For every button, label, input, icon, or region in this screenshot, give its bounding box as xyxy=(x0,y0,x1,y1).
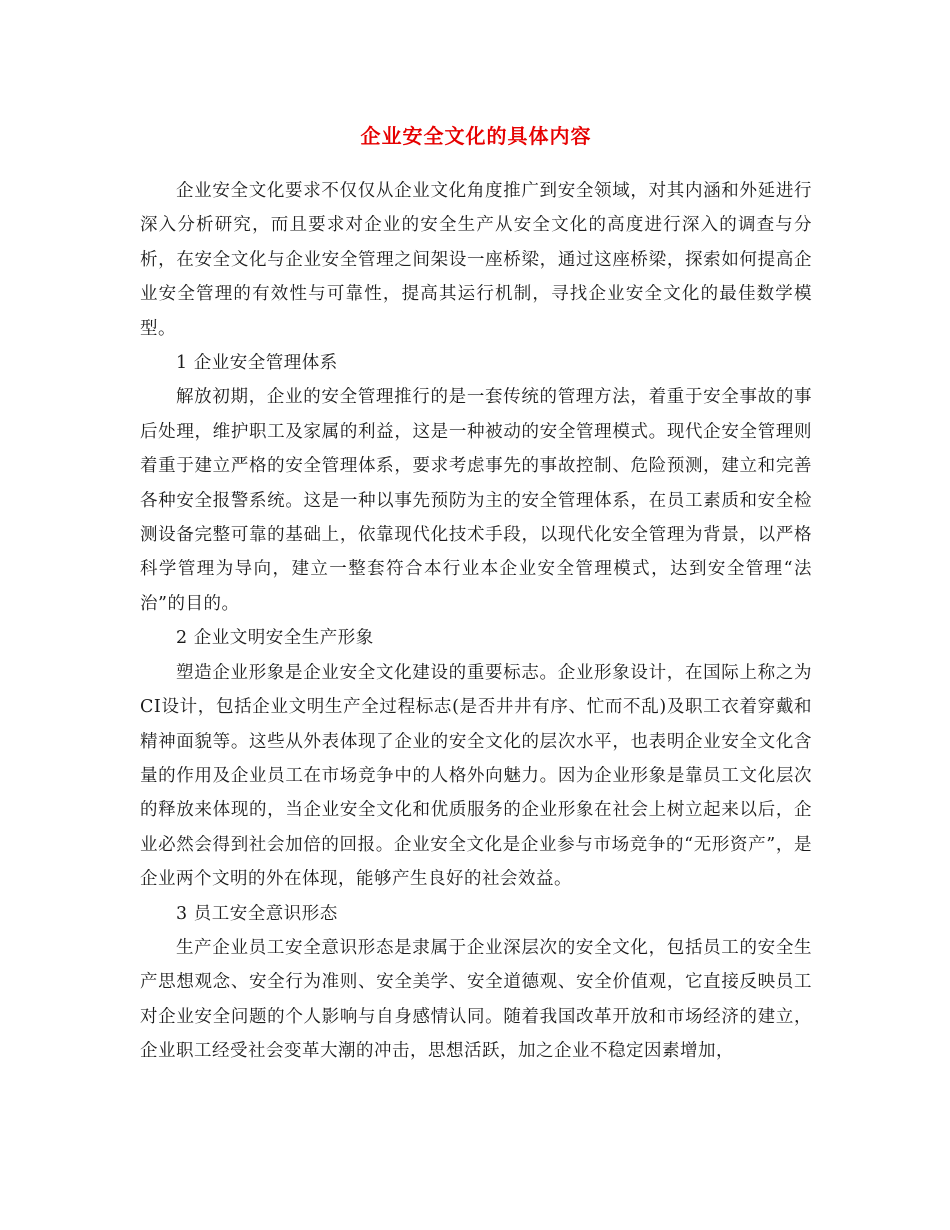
document-page xyxy=(140,116,812,1069)
section-heading: 2 企业文明安全生产形象 xyxy=(176,628,374,649)
section-paragraph: 生产企业员工安全意识形态是隶属于企业深层次的安全文化，包括员工的安全生产思想观念、安全行为准则、安全美学、安全道德观、安全价值观，它直接反映员工对企业安全问题的个人影响与自身感情认同。随着我国改革开放和市场经济的建立，企业职工经受社会变革大潮的冲击，思想活跃，加之企业不稳定因素增加， xyxy=(140,937,812,1062)
section-paragraph: 塑造企业形象是企业安全文化建设的重要标志。企业形象设计，在国际上称之为CI设计，包括企业文明生产全过程标志(是否井井有序、忙而不乱)及职工衣着穿戴和精神面貌等。这些从外表体现了企业的安全文化的层次水平，也表明企业安全文化含量的作用及企业员工在市场竞争中的人格外向魅力。因为企业形象是靠员工文化层次的释放来体现的，当企业安全文化和优质服务的企业形象在社会上树立起来以后，企业必然会得到社会加倍的回报。企业安全文化是企业参与市场竞争的“无形资产”，是企业两个文明的外在体现，能够产生良好的社会效益。 xyxy=(140,662,812,890)
section-paragraph: 解放初期，企业的安全管理推行的是一套传统的管理方法，着重于安全事故的事后处理，维护职工及家属的利益，这是一种被动的安全管理模式。现代企安全管理则着重于建立严格的安全管理体系，要求考虑事先的事故控制、危险预测，建立和完善各种安全报警系统。这是一种以事先预防为主的安全管理体系，在员工素质和安全检测设备完整可靠的基础上，依靠现代化技术手段，以现代化安全管理为背景，以严格科学管理为导向，建立一整套符合本行业本企业安全管理模式，达到安全管理“法治”的目的。 xyxy=(140,387,812,614)
section-heading: 3 员工安全意识形态 xyxy=(176,903,338,924)
intro-paragraph: 企业安全文化要求不仅仅从企业文化角度推广到安全领域，对其内涵和外延进行深入分析研究，而且要求对企业的安全生产从安全文化的高度进行深入的调查与分析，在安全文化与企业安全管理之间架设一座桥梁，通过这座桥梁，探索如何提高企业安全管理的有效性与可靠性，提高其运行机制，寻找企业安全文化的最佳数学模型。 xyxy=(140,181,812,339)
document-title: 企业安全文化的具体内容 xyxy=(360,124,592,148)
section-heading: 1 企业安全管理体系 xyxy=(176,353,338,374)
